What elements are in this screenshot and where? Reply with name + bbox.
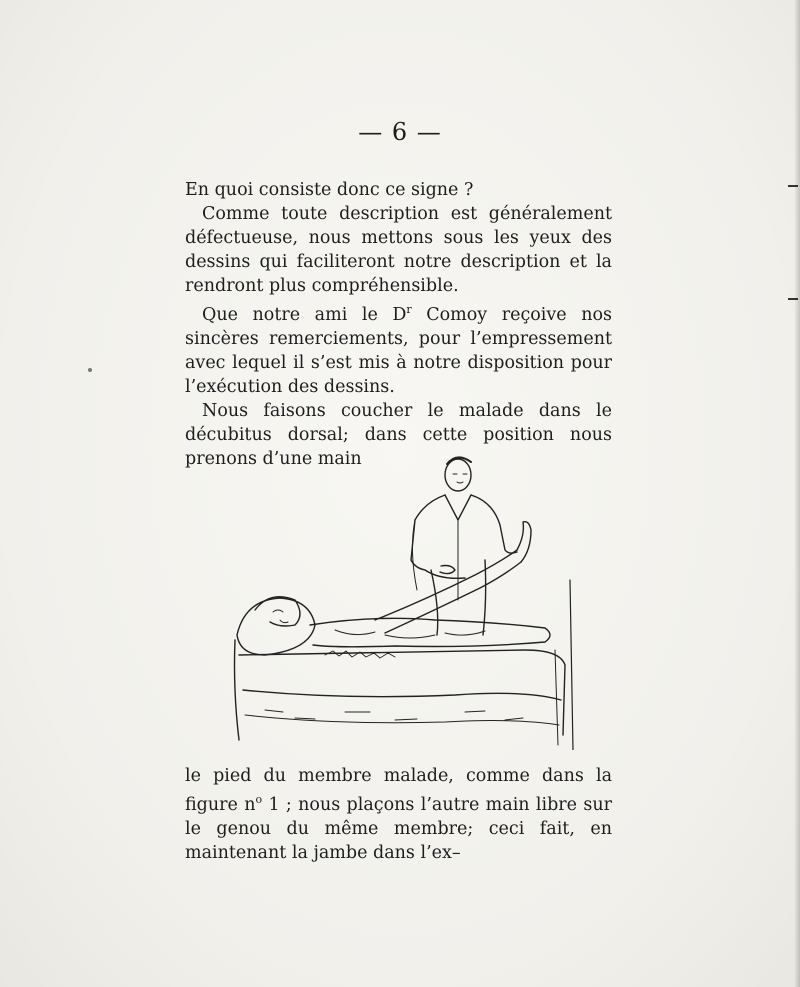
- page-edge-shadow: [794, 0, 800, 987]
- continuation-prefix: le pied du membre malade, comme dans la figure n: [185, 766, 612, 815]
- paragraph-continuation: [185, 764, 612, 865]
- thanks-prefix: Que notre ami le D: [202, 304, 407, 325]
- thanks-superscript: r: [406, 303, 412, 316]
- continuation-superscript: o: [255, 793, 263, 806]
- engraving-doctor-lifting-patient-leg-icon: [225, 450, 585, 750]
- paragraph-procedure: Nous faisons coucher le malade dans le décubitus dorsal; dans cette position nous prenons d’une main: [185, 400, 612, 469]
- paragraph-thanks: [185, 298, 612, 399]
- text-block-top: [185, 178, 612, 471]
- paragraph-description: Comme toute description est généralement défectueuse, nous mettons sous les yeux des dessins qui faciliteront notre description et la rendront plus compréhensible.: [185, 204, 612, 296]
- margin-dot: [88, 368, 92, 372]
- text-block-bottom: [185, 764, 612, 865]
- thanks-rest: Comoy reçoive nos sincères remerciements, pour l’empressement avec lequel il s’est mis à notre disposition pour l’exécution des dessins.: [185, 304, 612, 397]
- page-number: — 6 —: [358, 118, 442, 146]
- figure-illustration: [225, 450, 585, 750]
- paragraph-question: En quoi consiste donc ce signe ?: [185, 180, 474, 200]
- continuation-rest: 1 ; nous plaçons l’autre main libre sur le genou du même membre; ceci fait, en maintenant la jambe dans l’ex–: [185, 794, 612, 863]
